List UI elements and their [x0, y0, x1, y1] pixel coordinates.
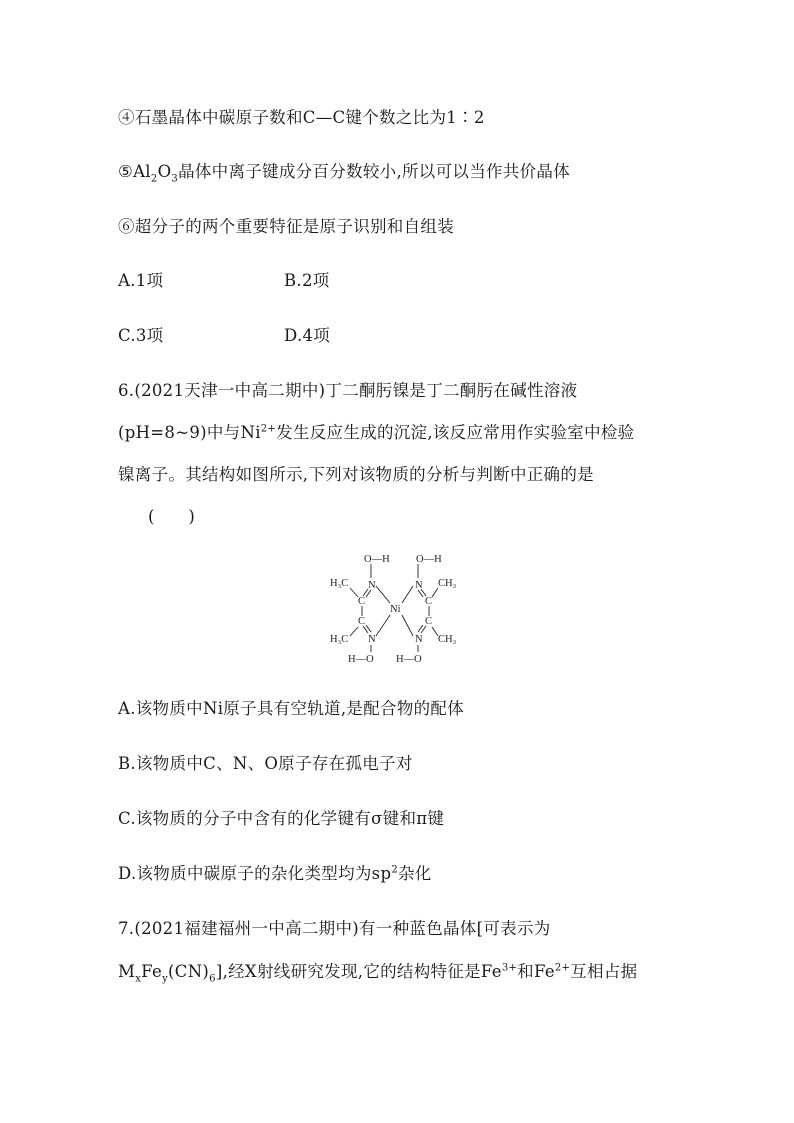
n-top-left: N [368, 580, 376, 591]
q7-text: ],经X射线研究发现,它的结构特征是Fe [215, 962, 502, 981]
c-bottom-left: C [358, 616, 366, 627]
c-top-right: C [425, 596, 433, 607]
q5-option-b: B.2项 [284, 271, 330, 290]
h3c-top-label: H₃C [330, 578, 349, 589]
q7-stem-line-2 [118, 961, 637, 983]
ho-right-label: H—O [396, 654, 422, 665]
n-bottom-left: N [368, 634, 376, 645]
statement-6: ⑥超分子的两个重要特征是原子识别和自组装 [118, 217, 454, 236]
q6-stem-line-2 [118, 422, 635, 444]
q7-text: 互相占据 [570, 962, 638, 981]
coordinate-bond [402, 615, 413, 636]
oh-left-label: O—H [364, 554, 390, 565]
s5-sub: 3 [171, 173, 179, 185]
q6d-text: 杂化 [398, 864, 432, 883]
coordinate-bond [402, 586, 413, 603]
answer-bracket: ( ) [148, 507, 196, 526]
q6d-sup: 2 [391, 864, 398, 876]
q6-option-c: C.该物质的分子中含有的化学键有σ键和π键 [118, 809, 445, 828]
c-bottom-right: C [425, 616, 433, 627]
bond [350, 588, 358, 597]
q7-sub: 6 [209, 973, 216, 985]
q7-text: Fe [141, 962, 163, 981]
q6-stem-line-1: 6.(2021天津一中高二期中)丁二酮肟镍是丁二酮肟在碱性溶液 [118, 381, 578, 400]
s5-sub: 2 [150, 173, 158, 185]
nickel-dimethylglyoxime-structure [320, 548, 470, 668]
q6-stem-line-3: 镍离子。其结构如图所示,下列对该物质的分析与判断中正确的是 [118, 465, 594, 484]
q7-text: M [118, 962, 136, 981]
q6-option-d [118, 863, 432, 885]
ni-label: Ni [390, 604, 401, 615]
coordinate-bond [376, 615, 390, 636]
q7-sup: 2+ [554, 962, 571, 974]
coordinate-bond [376, 586, 390, 603]
bond [432, 588, 438, 597]
n-bottom-right: N [415, 634, 423, 645]
q7-sub: y [162, 973, 169, 985]
s5-text: O [157, 162, 172, 181]
statement-5 [118, 161, 570, 183]
bond [432, 627, 438, 636]
q7-stem-line-1: 7.(2021福建福州一中高二期中)有一种蓝色晶体[可表示为 [118, 919, 551, 938]
oh-right-label: O—H [416, 554, 442, 565]
n-top-right: N [415, 580, 423, 591]
q5-option-a: A.1项 [118, 271, 164, 290]
q6d-text: D.该物质中碳原子的杂化类型均为sp [118, 864, 392, 883]
q7-text: 和Fe [517, 962, 555, 981]
q7-sup: 3+ [501, 962, 518, 974]
h3c-bottom-label: H₃C [330, 634, 349, 645]
q7-sub: x [135, 973, 142, 985]
q7-text: (CN) [168, 962, 210, 981]
s5-text: 晶体中离子键成分百分数较小,所以可以当作共价晶体 [178, 162, 571, 181]
q5-option-d: D.4项 [284, 326, 331, 345]
q6-option-a: A.该物质中Ni原子具有空轨道,是配合物的配体 [118, 699, 465, 718]
ho-left-label: H—O [348, 654, 374, 665]
q5-option-c: C.3项 [118, 326, 164, 345]
ch3-bottom-label: CH₃ [438, 634, 457, 645]
q6-option-b: B.该物质中C、N、O原子存在孤电子对 [118, 754, 413, 773]
statement-4: ④石墨晶体中碳原子数和C—C键个数之比为1∶2 [118, 108, 485, 127]
ch3-top-label: CH₃ [438, 578, 457, 589]
c-top-left: C [358, 596, 366, 607]
s5-text: ⑤Al [118, 162, 151, 181]
q6-sup: 2+ [260, 423, 277, 435]
bond [350, 627, 358, 636]
q6-text: (pH=8~9)中与Ni [118, 423, 261, 442]
q6-text: 发生反应生成的沉淀,该反应常用作实验室中检验 [276, 423, 635, 442]
